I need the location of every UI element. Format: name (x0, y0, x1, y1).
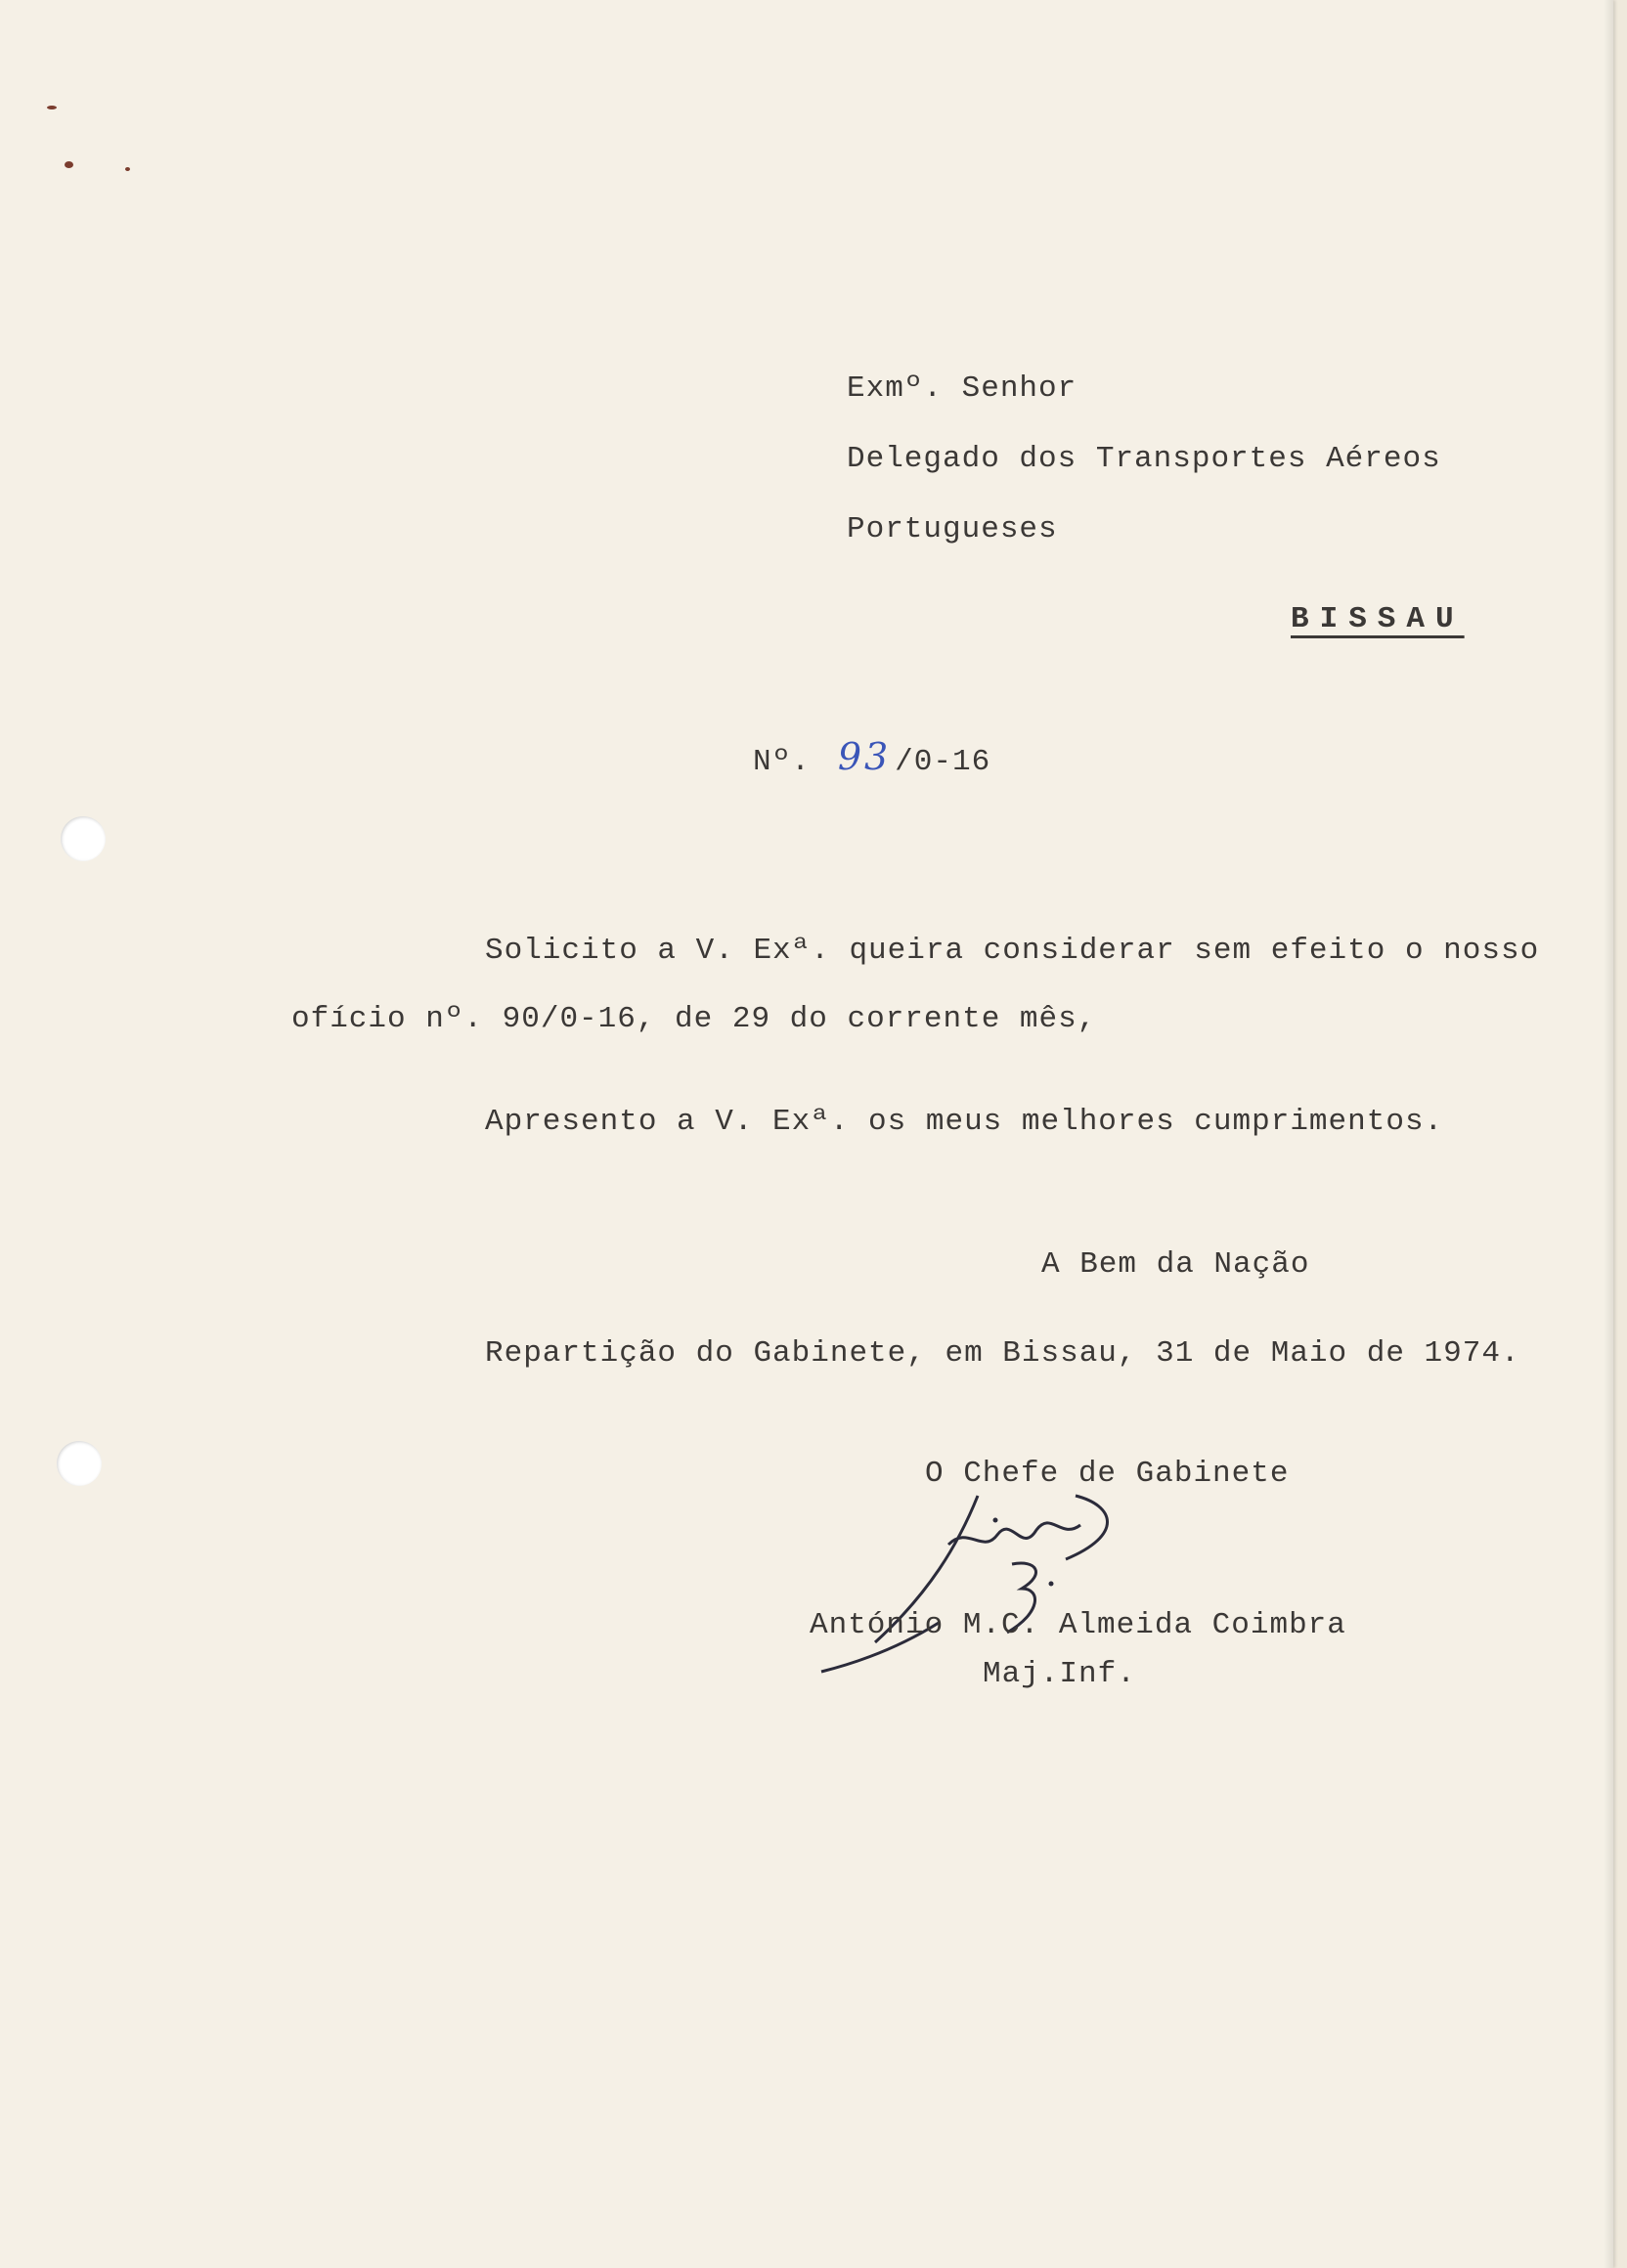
signatory-name: António M.C. Almeida Coimbra (810, 1608, 1346, 1642)
handwritten-signature (802, 1486, 1212, 1681)
body-paragraph-1-line-2: ofício nº. 90/0-16, de 29 do corrente mês, (291, 1002, 1097, 1036)
closing-motto: A Bem da Nação (1041, 1247, 1310, 1282)
salutation: Exmº. Senhor (847, 371, 1077, 406)
ink-speck (65, 161, 73, 168)
addressee-city: BISSAU (1291, 602, 1465, 636)
reference-handwritten-number: 93 (837, 735, 892, 778)
punch-hole-bottom (57, 1441, 102, 1486)
ink-speck (125, 167, 130, 171)
addressee-title-line-2: Portugueses (847, 512, 1058, 546)
signatory-rank: Maj.Inf. (983, 1657, 1136, 1691)
punch-hole-top (61, 816, 106, 861)
reference-number (753, 735, 990, 779)
place-and-date: Repartição do Gabinete, em Bissau, 31 de Maio de 1974. (485, 1336, 1520, 1371)
body-paragraph-2: Apresento a V. Exª. os meus melhores cumprimentos. (485, 1105, 1444, 1139)
addressee-title-line-1: Delegado dos Transportes Aéreos (847, 442, 1441, 476)
reference-prefix: Nº. (753, 745, 811, 779)
ink-speck (47, 106, 57, 109)
body-paragraph-1-line-1: Solicito a V. Exª. queira considerar sem efeito o nosso (485, 934, 1540, 968)
signatory-role: O Chefe de Gabinete (925, 1457, 1290, 1491)
reference-suffix: /0-16 (895, 745, 991, 779)
